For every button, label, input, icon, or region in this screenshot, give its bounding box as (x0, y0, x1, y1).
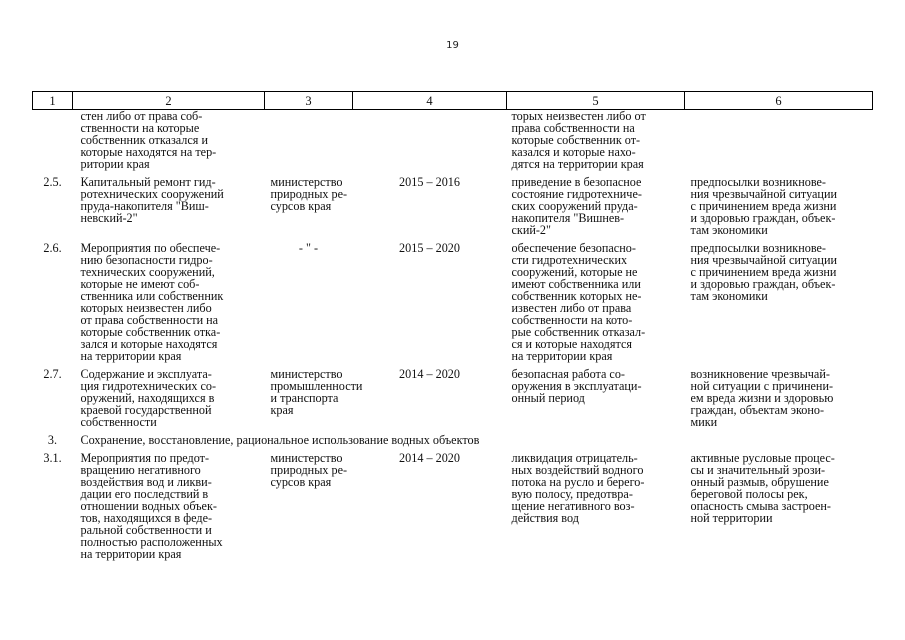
period-cell: 2014 – 2020 (399, 451, 460, 465)
measures-table (32, 91, 873, 566)
responsible-cell: - " - (298, 241, 319, 255)
risks-cell (685, 110, 873, 177)
row-number (33, 110, 73, 177)
period-cell: 2015 – 2016 (399, 175, 460, 189)
responsible-cell (265, 110, 353, 177)
activity-cell: Капитальный ремонт гид- ротехнических сооружений пруда-накопителя "Виш- невский-2" (80, 175, 224, 225)
result-cell: торых неизвестен либо от права собственности на которые собственник от- казался и которые нахо- дятся на территории края (511, 109, 646, 171)
page-number: 19 (446, 40, 459, 51)
column-header-3: 3 (265, 92, 353, 110)
risks-cell: активные русловые процес- сы и значительный эрози- онный размыв, обрушение береговой полосы рек, опасность смыва застроен- ной территории (690, 451, 835, 525)
activity-cell: Мероприятия по обеспече- нию безопасности гидро- технических сооружений, которые не имеют соб- ственника или собственник которых неизвестен либо от права собственности на которые собственник отка- зался и которые находятся на территории края (80, 241, 224, 363)
activity-cell: Мероприятия по предот- вращению негативного воздействия вод и ликви- дации его последствий в отношении водных объек- тов, находящихся в феде- ральной собственности и полностью расположенных на территории края (80, 451, 223, 561)
section-title: Сохранение, восстановление, рациональное использование водных объектов (80, 433, 480, 447)
column-header-5: 5 (507, 92, 685, 110)
result-cell: ликвидация отрицатель- ных воздействий водного потока на русло и берего- вую полосу, предотвра- щение негативного воз- действия вод (511, 451, 645, 525)
period-cell: 2015 – 2020 (399, 241, 460, 255)
period-cell (353, 110, 507, 177)
table-row (33, 242, 873, 368)
section-number: 3. (47, 433, 58, 447)
period-cell: 2014 – 2020 (399, 367, 460, 381)
column-header-6: 6 (685, 92, 873, 110)
column-header-4: 4 (353, 92, 507, 110)
responsible-cell: министерство природных ре- сурсов края (270, 451, 348, 489)
table-row (33, 368, 873, 434)
table-row (33, 176, 873, 242)
table-row (33, 452, 873, 566)
column-number-header-row (33, 92, 873, 110)
risks-cell: возникновение чрезвычай- ной ситуации с причинени- ем вреда жизни и здоровью граждан, объектам эконо- мики (690, 367, 834, 429)
row-number: 2.5. (43, 175, 62, 189)
column-header-2: 2 (73, 92, 265, 110)
row-number: 2.7. (43, 367, 62, 381)
responsible-cell: министерство природных ре- сурсов края (270, 175, 348, 213)
table-row (33, 110, 873, 177)
activity-cell: Содержание и эксплуата- ция гидротехнических со- оружений, находящихся в краевой государственной собственности (80, 367, 217, 429)
result-cell: безопасная работа со- оружения в эксплуатаци- онный период (511, 367, 642, 405)
section-row (33, 434, 873, 452)
risks-cell: предпосылки возникнове- ния чрезвычайной ситуации с причинением вреда жизни и здоровью граждан, объек- там экономики (690, 241, 837, 303)
responsible-cell: министерство промышленности и транспорта края (270, 367, 363, 417)
activity-cell: стен либо от права соб- ственности на которые собственник отказался и которые находятся на тер- ритории края (80, 109, 217, 171)
result-cell: приведение в безопасное состояние гидротехниче- ских сооружений пруда- накопителя "Вишнев- ский-2" (511, 175, 642, 237)
risks-cell: предпосылки возникнове- ния чрезвычайной ситуации с причинением вреда жизни и здоровью граждан, объек- там экономики (690, 175, 837, 237)
row-number: 3.1. (43, 451, 62, 465)
result-cell: обеспечение безопасно- сти гидротехнических сооружений, которые не имеют собственника или собственник которых не- известен либо от права собственности на кото- рые собственник отказал- ся и которые находятся на территории края (511, 241, 646, 363)
column-header-1: 1 (33, 92, 73, 110)
row-number: 2.6. (43, 241, 62, 255)
